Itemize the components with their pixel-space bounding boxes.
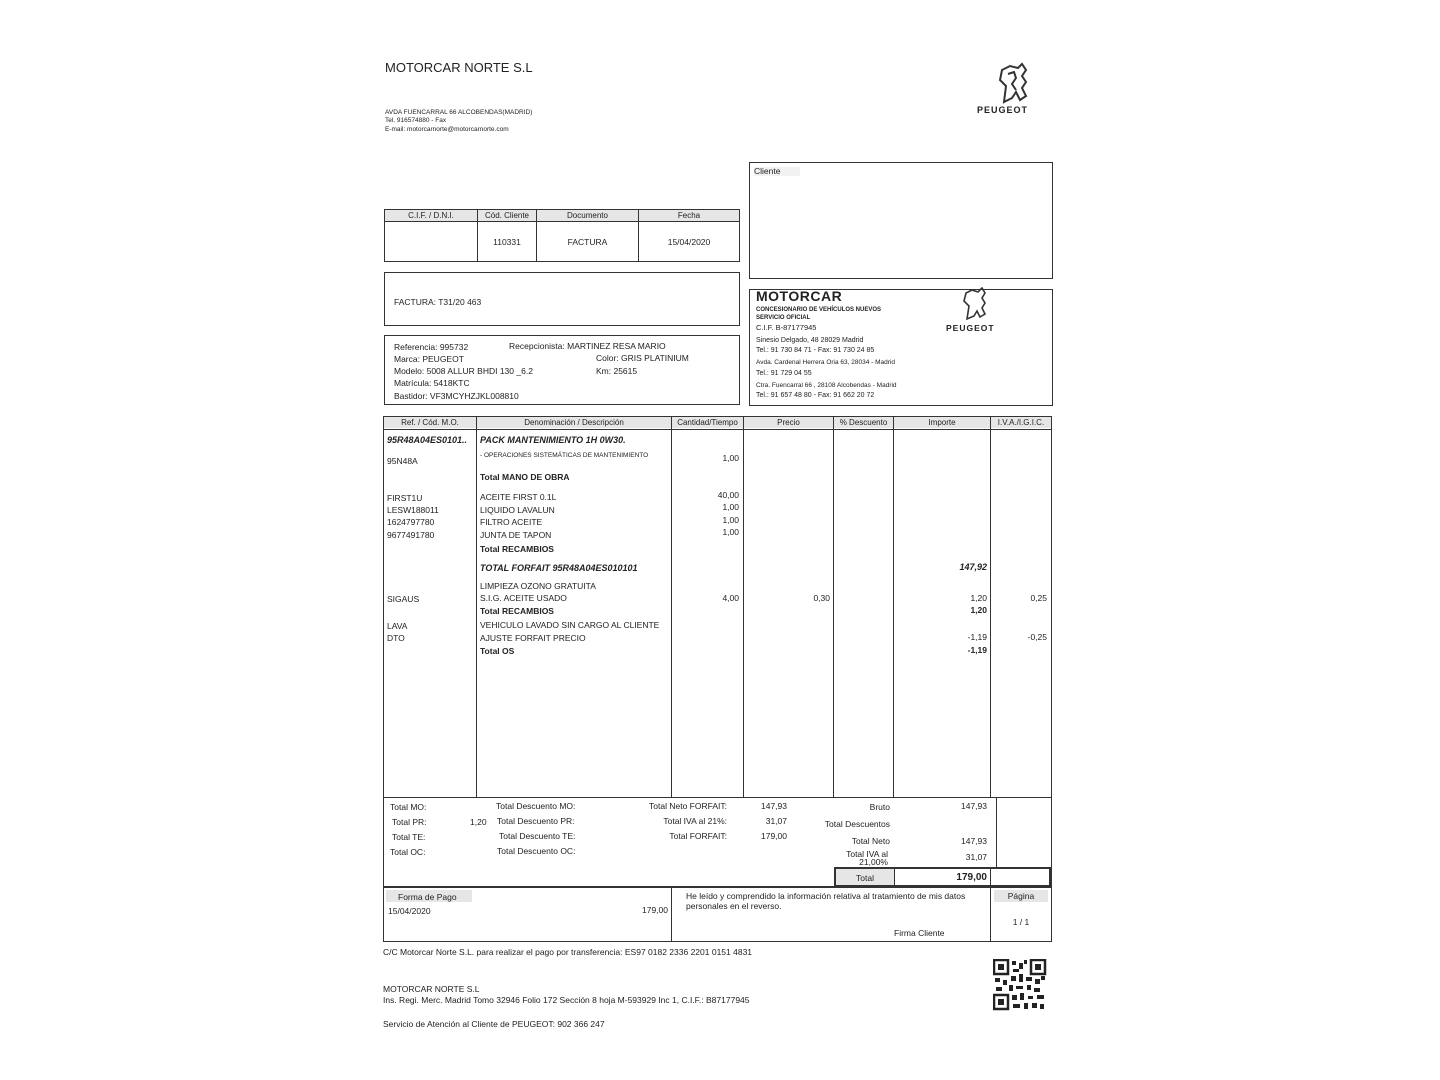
col-ref: Ref. / Cód. M.O. <box>384 417 476 428</box>
table-row-desc: PACK MANTENIMIENTO 1H 0W30. <box>480 435 626 445</box>
table-row-desc: JUNTA DE TAPON <box>480 530 552 540</box>
payment-label: Forma de Pago <box>398 892 457 902</box>
dealer-addr1-tel: Tel.: 91 730 84 71 - Fax: 91 730 24 85 <box>756 347 875 354</box>
table-row-desc: LIMPIEZA OZONO GRATUITA <box>480 581 596 591</box>
table-row-price: 0,30 <box>813 593 830 603</box>
qr-code-icon <box>993 959 1047 1011</box>
table-row-desc: FILTRO ACEITE <box>480 517 543 527</box>
footer-transfer: C/C Motorcar Norte S.L. para realizar el pago por transferencia: ES97 0182 2336 2201 0151 4831 <box>383 947 753 957</box>
table-row-ref: LESW188011 <box>387 505 439 515</box>
iva-percent: 21,00% <box>859 857 888 867</box>
vehicle-marca: Marca: PEUGEOT <box>394 354 464 364</box>
total-pr-label: Total PR: <box>392 817 427 827</box>
stamp-logo-text: PEUGEOT <box>946 323 995 333</box>
vehicle-matricula: Matrícula: 5418KTC <box>394 378 470 388</box>
table-row-ref: LAVA <box>387 621 408 631</box>
vehicle-bastidor: Bastidor: VF3MCYHZJKL008810 <box>394 391 519 401</box>
table-row-qty: 1,00 <box>722 527 739 537</box>
table-row-desc: AJUSTE FORFAIT PRECIO <box>480 633 586 643</box>
iva-value: 31,07 <box>965 852 987 862</box>
client-label: Cliente <box>754 167 800 176</box>
col-importe: Importe <box>894 417 990 428</box>
table-row-ref: 95R48A04ES0101.. <box>387 435 468 445</box>
cod-cliente-value: 110331 <box>493 237 521 247</box>
page-label: Página <box>1007 891 1035 901</box>
col-iva: I.V.A./I.G.I.C. <box>991 417 1051 428</box>
payment-amount: 179,00 <box>642 905 668 915</box>
invoice-number: FACTURA: T31/20 463 <box>394 297 482 307</box>
firma-cliente: Firma Cliente <box>894 928 945 938</box>
table-row-ref: 1624797780 <box>387 517 435 527</box>
company-email: E-mail: motorcarnorte@motorcarnorte.com <box>385 126 509 133</box>
table-row-qty: 1,00 <box>722 515 739 525</box>
table-row-qty: 4,00 <box>722 593 739 603</box>
table-row-qty: 1,00 <box>722 453 739 463</box>
dealer-stamp <box>749 289 1053 406</box>
cod-cliente-header: Cód. Cliente <box>478 210 536 221</box>
vehicle-km: Km: 25615 <box>596 366 638 376</box>
table-row-desc: Total RECAMBIOS <box>480 606 554 616</box>
footer-company: MOTORCAR NORTE S.L <box>383 984 480 994</box>
payment-date: 15/04/2020 <box>388 906 431 916</box>
descuentos-label: Total Descuentos <box>824 819 890 829</box>
footer-registry: Ins. Regi. Merc. Madrid Tomo 32946 Folio 172 Sección 8 hoja M-593929 Inc 1, C.I.F.: B87177945 <box>383 995 750 1005</box>
grand-total-label: Total <box>856 873 874 883</box>
forfait-value: 179,00 <box>761 831 787 841</box>
table-row-qty: 40,00 <box>717 490 739 500</box>
col-price: Precio <box>744 417 833 428</box>
dealer-addr2: Avda. Cardenal Herrera Oria 63, 28034 - Madrid <box>756 359 895 366</box>
vehicle-box <box>384 335 740 405</box>
table-row-importe: 1,20 <box>970 593 987 603</box>
desc-te-label: Total Descuento TE: <box>499 831 576 841</box>
dealer-line1: CONCESIONARIO DE VEHÍCULOS NUEVOS <box>756 307 882 313</box>
documento-header: Documento <box>537 210 638 221</box>
table-row-desc: LIQUIDO LAVALUN <box>480 505 555 515</box>
stamp-lion-icon <box>958 287 992 321</box>
dealer-name: MOTORCAR <box>756 288 843 304</box>
table-row-desc: Total OS <box>480 646 515 656</box>
table-row-iva: 0,25 <box>1030 593 1047 603</box>
table-row-ref: 9677491780 <box>387 530 435 540</box>
neto-value: 147,93 <box>961 836 987 846</box>
col-discount: % Descuento <box>834 417 893 428</box>
table-row-importe: 147,92 <box>959 562 987 572</box>
company-name: MOTORCAR NORTE S.L <box>385 60 533 75</box>
fecha-value: 15/04/2020 <box>667 237 711 247</box>
col-desc: Denominación / Descripción <box>477 417 671 428</box>
bruto-label: Bruto <box>869 802 890 812</box>
col-qty: Cantidad/Tiempo <box>672 417 743 428</box>
vehicle-recepcionista: Recepcionista: MARTINEZ RESA MARIO <box>509 341 666 351</box>
dealer-addr3-tel: Tel.: 91 657 48 80 - Fax: 91 662 20 72 <box>756 392 875 399</box>
table-row-desc: VEHICULO LAVADO SIN CARGO AL CLIENTE <box>480 620 660 630</box>
dealer-addr1: Sinesio Delgado, 48 28029 Madrid <box>756 337 864 344</box>
vehicle-referencia: Referencia: 995732 <box>394 342 469 352</box>
table-row-ref: 95N48A <box>387 456 418 466</box>
total-mo-label: Total MO: <box>390 802 427 812</box>
table-row-desc: Total RECAMBIOS <box>480 544 554 554</box>
table-row-desc: - OPERACIONES SISTEMÁTICAS DE MANTENIMIENTO <box>480 452 649 459</box>
table-row-qty: 1,00 <box>722 502 739 512</box>
peugeot-lion-icon <box>992 62 1036 104</box>
total-oc-label: Total OC: <box>390 847 426 857</box>
neto-forfait-label: Total Neto FORFAIT: <box>649 801 727 811</box>
table-row-desc: TOTAL FORFAIT 95R48A04ES010101 <box>480 563 638 573</box>
dealer-line2: SERVICIO OFICIAL <box>756 315 811 321</box>
table-row-importe: -1,19 <box>967 632 987 642</box>
table-row-importe: -1,19 <box>967 645 987 655</box>
desc-pr-label: Total Descuento PR: <box>497 816 575 826</box>
page-value: 1 / 1 <box>1012 917 1030 927</box>
dealer-addr3: Ctra. Fuencarral 66 , 28108 Alcobendas - Madrid <box>756 382 897 389</box>
desc-oc-label: Total Descuento OC: <box>497 846 576 856</box>
neto-forfait-value: 147,93 <box>761 801 787 811</box>
total-te-label: Total TE: <box>392 832 426 842</box>
table-row-iva: -0,25 <box>1027 632 1047 642</box>
grand-total-value: 179,00 <box>956 872 987 883</box>
documento-value: FACTURA <box>567 237 608 247</box>
table-row-importe: 1,20 <box>970 605 987 615</box>
desc-mo-label: Total Descuento MO: <box>496 801 576 811</box>
cif-header: C.I.F. / D.N.I. <box>385 210 477 221</box>
neto-label: Total Neto <box>851 836 890 846</box>
company-address: AVDA FUENCARRAL 66 ALCOBENDAS(MADRID) <box>385 109 533 116</box>
vehicle-modelo: Modelo: 5008 ALLUR BHDI 130 _6.2 <box>394 366 533 376</box>
dealer-addr2-tel: Tel.: 91 729 04 55 <box>756 370 812 377</box>
client-box <box>749 162 1053 279</box>
table-row-ref: DTO <box>387 633 405 643</box>
invoice-number-box <box>384 272 740 326</box>
company-phone: Tel. 916574880 - Fax <box>385 117 447 124</box>
table-row-desc: ACEITE FIRST 0.1L <box>480 492 557 502</box>
forfait-label: Total FORFAIT: <box>669 831 727 841</box>
peugeot-logo-text: PEUGEOT <box>977 105 1029 115</box>
iva-21-value: 31,07 <box>765 816 787 826</box>
iva-21-label: Total IVA al 21%: <box>663 816 727 826</box>
table-row-desc: S.I.G. ACEITE USADO <box>480 593 567 603</box>
dealer-cif: C.I.F. B-87177945 <box>756 323 817 332</box>
total-pr-value: 1,20 <box>470 817 487 827</box>
footer-service: Servicio de Atención al Cliente de PEUGEOT: 902 366 247 <box>383 1019 605 1029</box>
table-row-ref: FIRST1U <box>387 493 423 503</box>
vehicle-color: Color: GRIS PLATINIUM <box>596 353 689 363</box>
table-row-ref: SIGAUS <box>387 594 420 604</box>
fecha-header: Fecha <box>639 210 739 221</box>
iva-label: Total IVA al <box>846 849 888 859</box>
table-row-desc: Total MANO DE OBRA <box>480 472 570 482</box>
legal-notice: He leído y comprendido la información relativa al tratamiento de mis datos personales en el reverso. <box>686 891 966 911</box>
bruto-value: 147,93 <box>961 801 987 811</box>
